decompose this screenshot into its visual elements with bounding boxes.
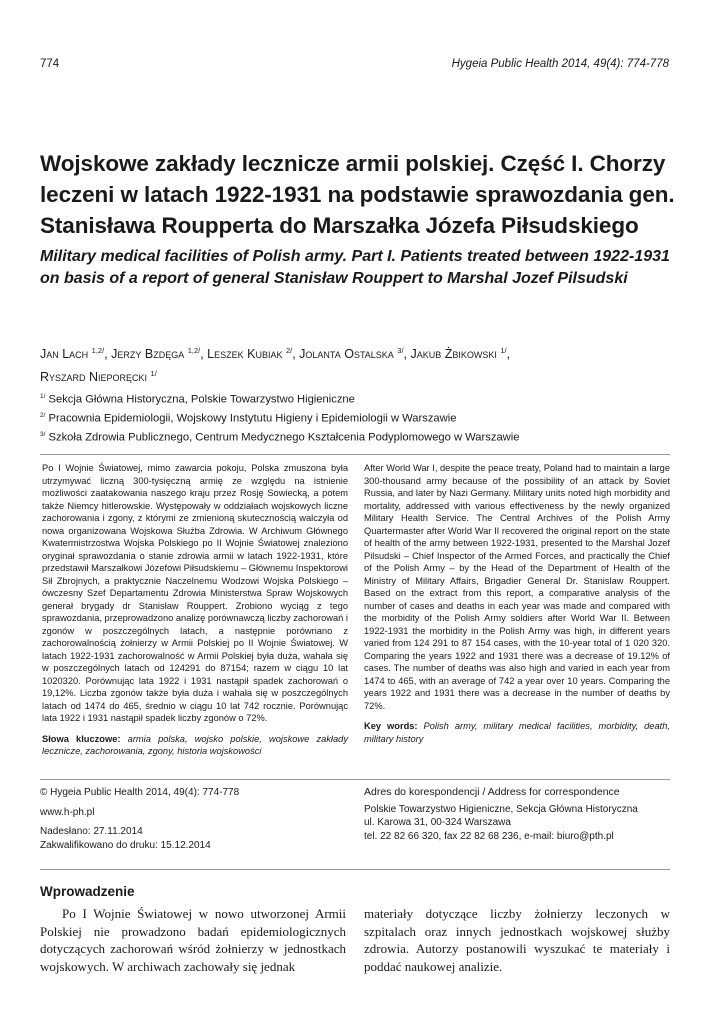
author-affiliation: 1/ — [150, 369, 157, 379]
copyright-line: © Hygeia Public Health 2014, 49(4): 774-778 — [40, 787, 240, 798]
author-affiliation: 1,2/ — [187, 346, 201, 355]
section-divider — [40, 869, 670, 870]
accepted-date: Zakwalifikowano do druku: 15.12.2014 — [40, 839, 211, 851]
article-title-english: Military medical facilities of Polish army. Part I. Patients treated between 1922-1931 on basis of a report of general Stanisław Rouppert to Marshal Jozef Pilsudski — [40, 248, 670, 287]
affiliation-item: $^{2/}$ Pracownia Epidemiologii, Wojskowy Instytutu Higieny i Epidemiologii w Warszawie — [40, 412, 457, 425]
author-name: Jakub Żbikowski — [410, 347, 497, 362]
affiliation-list — [40, 389, 680, 447]
keywords-english: Key words: Polish army, military medical facilities, morbidity, death, military history — [364, 721, 670, 744]
correspondence-line: ul. Karowa 31, 00-324 Warszawa — [364, 817, 511, 828]
submitted-date: Nadesłano: 27.11.2014 — [40, 826, 143, 837]
abstract-polish-text: Po I Wojnie Światowej, mimo zawarcia pokoju, Polska zmuszona była utrzymywać liczną 300-tysięczną armię ze względu na istnienie możliwości zaatakowania naszego kraju przez Rosję Sowiecką, a potem także Niemcy hitlerowskie. Występowały w oddziałach wojskowych liczne zachorowania i zgony, z którymi ze zmienioną skutecznością walczyła od nowa organizowana Wojskowa Służba Zdrowia. W Archiwum Głównego Kwatermistrzostwa Wojska Polskiego po II Wojnie Światowej znaleziono oryginał sprawozdania o stanie zdrowia armii w latach 1922-1931, które przedstawił Marszałkowi Józefowi Piłsudskiemu – Głównemu Inspektorowi Sił Zbrojnych, a praktycznie Naczelnemu Wodzowi Wojska Polskiego – ówczesny Szef Departamentu Zdrowia Ministerstwa Spraw Wojskowych generał brygady dr Stanisław Rouppert. Zrobiono wyciąg z tego sprawozdania, przeprowadzono analizę porównawczą liczby zachorowań i zgonów w poszczególnych latach, a następnie porównano z zachorowalnością żołnierzy w Armii Polskiej po II Wojnie Światowej. W latach 1922-1931 zachorowalność w Armii Polskiej była duża, wahała się w poszczególnych latach od 124291 do 87154; razem w ciągu 10 lat 1020320. Porównując lata 1922 i 1931 nastąpił spadek zachorowań o 19,12%. Liczba zgonów także była duża i wahała się w poszczególnych latach od 1474 do 465, średnio w ciągu 10 lat 742 rocznie. Porównując lata 1922 i 1931 nastąpił spadek liczby zgonów o 72%. — [42, 463, 348, 723]
author-affiliation: 2/ — [285, 346, 293, 355]
author-entry: Jolanta Ostalska $^{3/}$, — [299, 346, 411, 362]
correspondence-info — [364, 786, 680, 843]
author-affiliation: 3/ — [397, 346, 404, 355]
section-heading: Wprowadzenie — [40, 884, 135, 899]
abstract-english-text: After World War I, despite the peace treaty, Poland had to maintain a large 300-thousand army because of the possibility of an attack by Soviet Russia, and later by Nazi Germany. Military units noted high morbidity and mortality, addressed with various effectiveness by the newly organized Military Health Service. The Central Archives of the Polish Army Quartermaster after World War II recovered the original report on the state of health of the army between 1922-1931, presented to the Marshal Jozef Pilsudski – Chief Inspector of the Armed Forces, and practically the Chief of the Polish Army – by the Head of the Department of Health of the Ministry of Military Affairs, Brigadier General Dr. Stanislaw Rouppert. Based on the extract from this report, a comparative analysis of the number of cases and deaths in each year was made and compared with the morbidity of the Polish Army soldiers after World War II. Between 1922-1931 the morbidity in the Polish Army was high, in different years varied from 124 291 to 87 154 cases, with the 10-year total of 1 020 320. Comparing the years 1922 and 1931 there was a decrease of 19.12% of cases. The number of deaths was also high and varied in each year from 1474 to 465, with an average of 742 a year over 10 years. Comparing the years 1922 and 1931 there was a decrease in the number of deaths by 72%. — [364, 463, 670, 711]
author-entry: Leszek Kubiak $^{2/}$, — [207, 346, 300, 362]
intro-text-right: materiały dotyczące liczby żołnierzy leczonych w szpitalach oraz innych jednostkach wojskowej służby zdrowia. Autorzy postanowili wyszukać te materiały i poddać naukowej analizie. — [364, 906, 670, 974]
author-list — [40, 341, 680, 387]
abstract-box — [40, 454, 670, 780]
article-title-polish: Wojskowe zakłady lecznicze armii polskiej. Część I. Chorzy leczeni w latach 1922-1931 na podstawie sprawozdania gen. Stanisława Roupperta do Marszałka Józefa Piłsudskiego — [40, 151, 675, 238]
author-name: Jerzy Bzdęga — [111, 347, 185, 362]
affiliation-item: $^{1/}$ Sekcja Główna Historyczna, Polskie Towarzystwo Higieniczne — [40, 393, 355, 406]
author-entry — [40, 370, 157, 384]
author-affiliation: 1,2/ — [91, 346, 105, 355]
abstract-polish — [42, 462, 348, 758]
author-entry: Jerzy Bzdęga $^{1,2/}$, — [111, 346, 208, 362]
correspondence-line: Polskie Towarzystwo Higieniczne, Sekcja Główna Historyczna — [364, 803, 638, 815]
page-number: 774 — [40, 58, 60, 70]
journal-citation: Hygeia Public Health 2014, 49(4): 774-778 — [451, 58, 669, 70]
author-name: Leszek Kubiak — [207, 347, 283, 362]
publication-info — [40, 786, 340, 852]
correspondence-heading: Adres do korespondencji / Address for correspondence — [364, 786, 620, 798]
intro-text-left: Po I Wojnie Światowej w nowo utworzonej Armii Polskiej nie prowadzono badań epidemiologicznych dotyczących zachorowań wśród żołnierzy w jednostkach wojskowych. W archiwach zachowały się jednak — [40, 906, 346, 974]
author-affiliation: 1/ — [500, 346, 507, 355]
author-name: Jolanta Ostalska — [299, 347, 394, 362]
correspondence-line: tel. 22 82 66 320, fax 22 82 68 236, e-mail: biuro@pth.pl — [364, 830, 614, 842]
journal-website: www.h-ph.pl — [40, 806, 95, 818]
page-header — [40, 58, 669, 76]
author-name: Jan Lach — [40, 347, 89, 362]
author-name: Ryszard Nieporęcki — [40, 370, 148, 385]
author-entry: Jakub Żbikowski $^{1/}$, — [410, 346, 511, 362]
author-entry: Jan Lach $^{1,2/}$, — [40, 346, 112, 362]
affiliation-item: $^{3/}$ Szkoła Zdrowia Publicznego, Centrum Medycznego Kształcenia Podyplomowego w Warszawie — [40, 431, 520, 445]
keywords-polish: Słowa kluczowe: armia polska, wojsko polskie, wojskowe zakłady lecznicze, zachorowania, zgony, historia wojskowości — [42, 733, 348, 756]
abstract-english — [364, 462, 670, 745]
